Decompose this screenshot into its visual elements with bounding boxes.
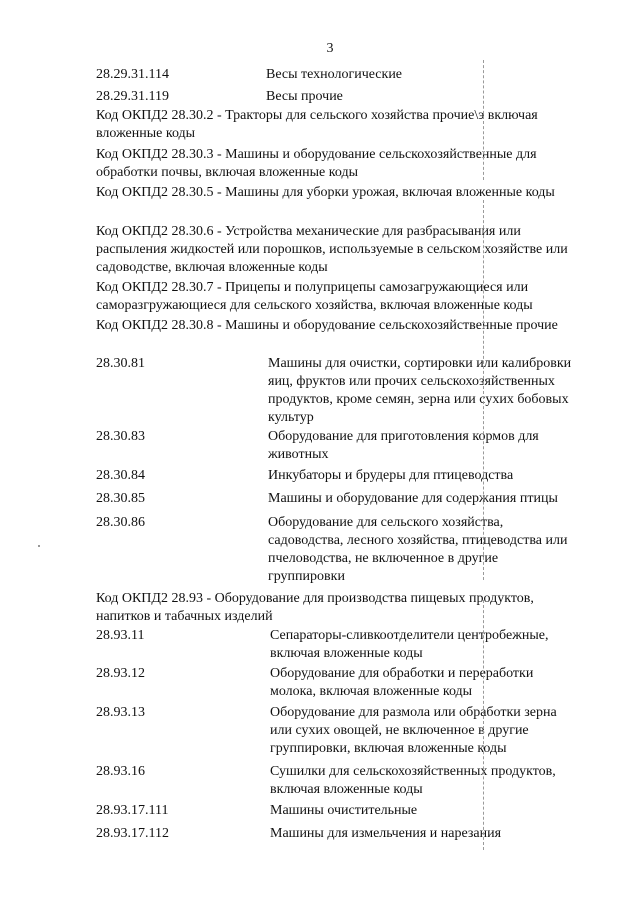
row-code: 28.30.85 (96, 491, 145, 506)
section-paragraph: Код ОКПД2 28.30.2 - Тракторы для сельского хозяйства прочие\э включая вложенные коды (96, 108, 538, 141)
row-description: Сушилки для сельскохозяйственных продуктов, включая вложенные коды (270, 764, 556, 797)
row-code: 28.93.11 (96, 628, 145, 643)
scan-dot (38, 545, 40, 547)
row-description: Машины и оборудование для содержания птицы (268, 491, 558, 506)
section-paragraph: Код ОКПД2 28.30.7 - Прицепы и полуприцепы самозагружающиеся или саморазгружающиеся для сельского хозяйства, включая вложенные коды (96, 280, 533, 313)
row-description: Машины для измельчения и нарезания (270, 826, 502, 841)
row-code: 28.93.12 (96, 666, 145, 681)
section-paragraph: Код ОКПД2 28.30.8 - Машины и оборудование сельскохозяйственные прочие (96, 318, 558, 333)
row-code: 28.29.31.119 (96, 89, 169, 104)
section-paragraph: Код ОКПД2 28.30.6 - Устройства механические для разбрасывания или распыления жидкостей или порошков, используемые в сельском хозяйстве или садоводстве, включая вложенные коды (96, 224, 568, 275)
scan-fold-line (483, 600, 485, 850)
row-description: Машины для очистки, сортировки или калибровки яиц, фруктов или прочих сельскохозяйственных продуктов, кроме семян, зерна или сухих бобовых культур (268, 356, 572, 425)
row-code: 28.30.84 (96, 468, 145, 483)
row-code: 28.93.16 (96, 764, 145, 779)
row-code: 28.30.86 (96, 515, 145, 530)
row-code: 28.93.17.112 (96, 826, 169, 841)
row-description: Сепараторы-сливкоотделители центробежные, включая вложенные коды (270, 628, 549, 661)
row-description: Оборудование для размола или обработки зерна или сухих овощей, не включенное в другие группировки, включая вложенные коды (270, 705, 557, 756)
section-paragraph: Код ОКПД2 28.93 - Оборудование для производства пищевых продуктов, напитков и табачных изделий (96, 591, 534, 624)
scan-fold-line (483, 60, 485, 180)
row-code: 28.93.13 (96, 705, 145, 720)
scan-fold-line (483, 200, 485, 580)
row-description: Весы технологические (266, 67, 403, 82)
section-paragraph: Код ОКПД2 28.30.3 - Машины и оборудование сельскохозяйственные для обработки почвы, включая вложенные коды (96, 147, 537, 180)
row-code: 28.30.83 (96, 429, 145, 444)
row-description: Оборудование для приготовления кормов для животных (268, 429, 539, 462)
row-description: Весы прочие (266, 89, 343, 104)
row-code: 28.29.31.114 (96, 67, 169, 82)
row-code: 28.93.17.111 (96, 803, 169, 818)
page-number: 3 (326, 41, 334, 56)
row-description: Инкубаторы и брудеры для птицеводства (268, 468, 514, 483)
row-description: Оборудование для обработки и переработки молока, включая вложенные коды (270, 666, 534, 699)
row-description: Оборудование для сельского хозяйства, садоводства, лесного хозяйства, птицеводства или пчеловодства, не включенное в другие группировки (268, 515, 568, 584)
row-code: 28.30.81 (96, 356, 145, 371)
row-description: Машины очистительные (270, 803, 418, 818)
section-paragraph: Код ОКПД2 28.30.5 - Машины для уборки урожая, включая вложенные коды (96, 185, 555, 200)
